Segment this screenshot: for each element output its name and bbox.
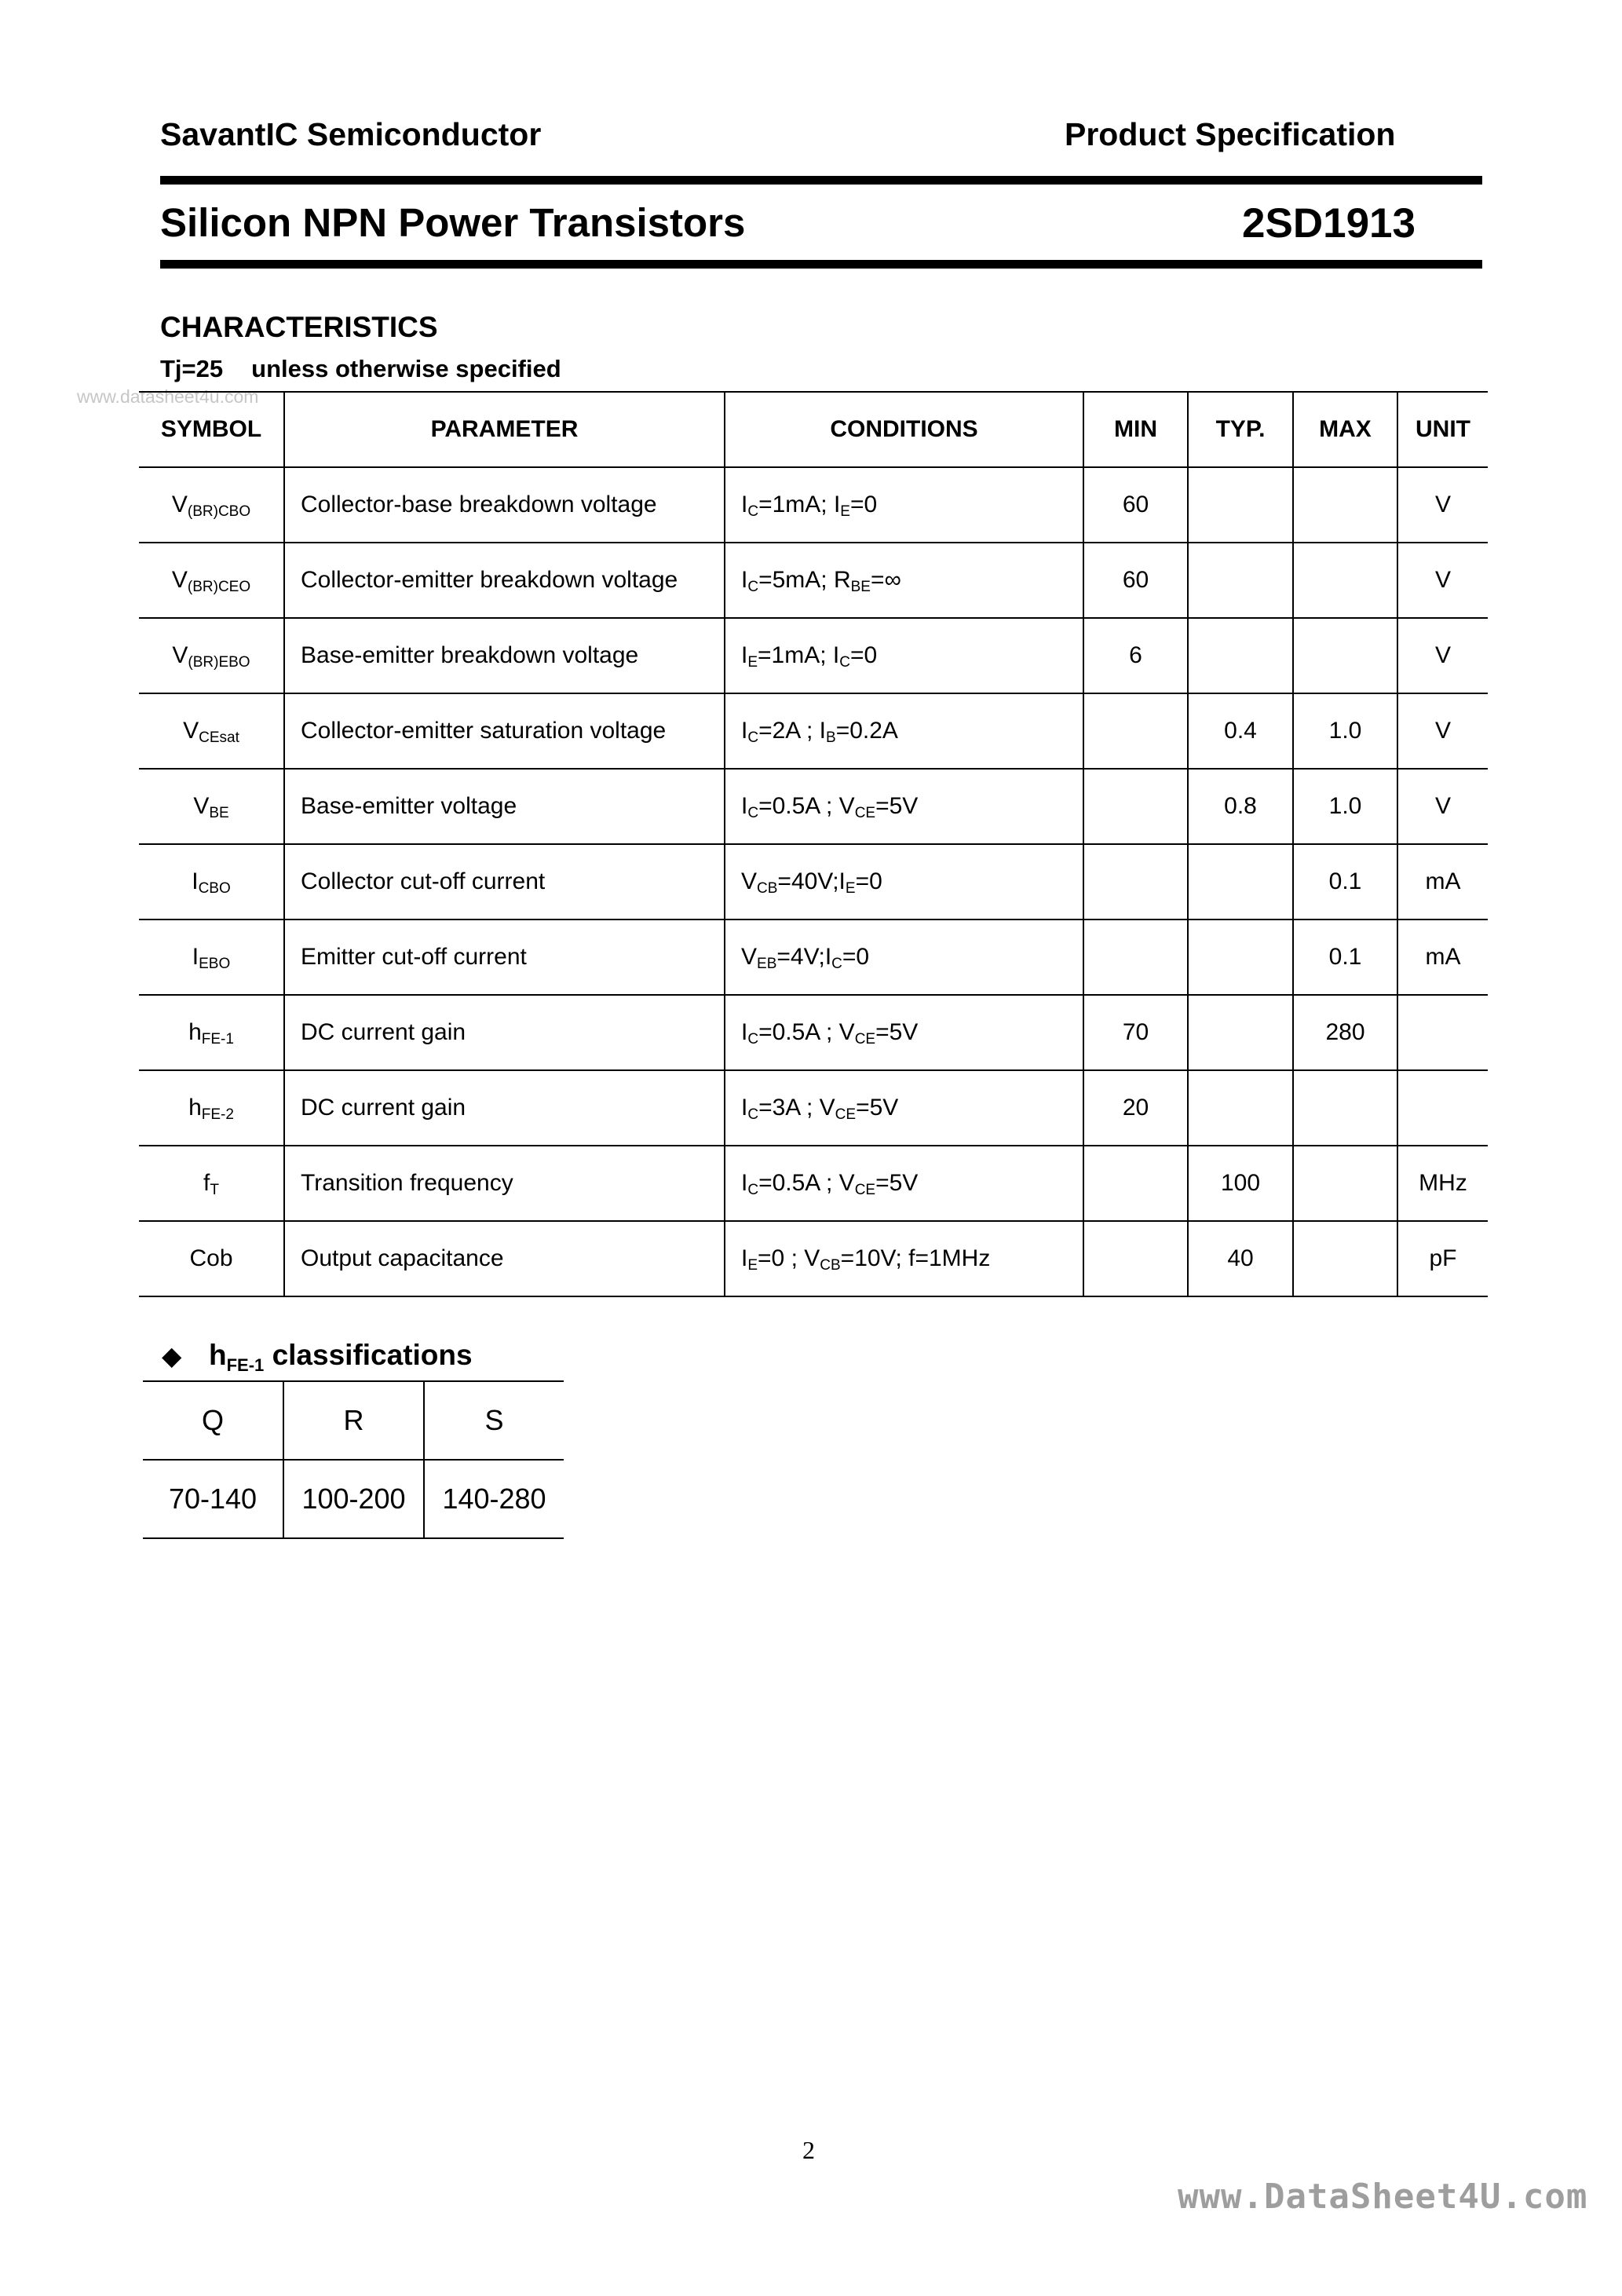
symbol-cell [139, 919, 284, 995]
symbol-subscript: BE [209, 805, 229, 821]
typ-cell [1188, 543, 1293, 618]
symbol-cell [139, 618, 284, 693]
class-range: 70-140 [143, 1460, 283, 1538]
unit-cell: V [1397, 543, 1488, 618]
symbol-subscript: CEsat [199, 729, 239, 746]
condition-symbol: I [832, 642, 840, 668]
max-cell: 1.0 [1293, 693, 1397, 769]
condition-subscript: CB [757, 880, 778, 897]
footer-watermark: www.DataSheet4U.com [1178, 2177, 1588, 2217]
condition-symbol: I [741, 642, 748, 668]
condition-symbol: V [838, 793, 855, 819]
table-row [139, 769, 1488, 844]
symbol-main: V [183, 718, 199, 744]
condition-symbol: I [824, 944, 832, 970]
condition-subscript: C [747, 729, 759, 746]
min-cell [1083, 1146, 1188, 1221]
max-cell [1293, 1221, 1397, 1296]
condition-value: =0 ; [758, 1245, 805, 1271]
condition-subscript: E [840, 503, 850, 520]
table-row [139, 995, 1488, 1070]
typ-cell [1188, 467, 1293, 543]
conditions-cell [725, 1221, 1083, 1296]
max-cell [1293, 467, 1397, 543]
parameter-cell: Collector-emitter saturation voltage [284, 693, 725, 769]
condition-symbol: I [741, 793, 748, 819]
condition-symbol: V [838, 1170, 855, 1196]
symbol-cell [139, 1070, 284, 1146]
condition-subscript: C [747, 1031, 759, 1047]
min-cell [1083, 769, 1188, 844]
condition-subscript: C [831, 956, 842, 972]
parameter-cell: Collector-emitter breakdown voltage [284, 543, 725, 618]
characteristics-table [139, 391, 1488, 1297]
condition-symbol: I [741, 1245, 748, 1271]
condition-symbol: I [741, 718, 748, 744]
condition-value: =0.2A [835, 718, 898, 744]
class-label: R [283, 1381, 424, 1460]
parameter-cell: Emitter cut-off current [284, 919, 725, 995]
condition-symbol: I [838, 868, 846, 894]
typ-cell [1188, 919, 1293, 995]
condition-value: =0 [849, 492, 878, 517]
condition-symbol: I [741, 1095, 748, 1121]
table-row [139, 1221, 1488, 1296]
max-cell: 0.1 [1293, 919, 1397, 995]
condition-value: =0 [855, 868, 882, 894]
spec-type-label: Product Specification [1065, 116, 1396, 152]
header-rule-bottom [160, 260, 1482, 269]
condition-subscript: C [747, 805, 759, 821]
condition-value: =1mA; [758, 492, 834, 517]
min-cell: 6 [1083, 618, 1188, 693]
company-name: SavantIC Semiconductor [160, 116, 542, 152]
unit-cell: pF [1397, 1221, 1488, 1296]
condition-subscript: E [845, 880, 856, 897]
condition-subscript: CE [854, 1182, 876, 1198]
condition-value: =1mA; [758, 642, 833, 668]
header-rule-top [160, 176, 1482, 185]
symbol-subscript: FE-2 [201, 1106, 234, 1123]
conditions-cell [725, 467, 1083, 543]
classification-table [143, 1380, 564, 1539]
condition-value: =10V; f=1MHz [840, 1245, 991, 1271]
classification-label-row [143, 1381, 564, 1460]
class-range: 140-280 [424, 1460, 564, 1538]
column-header: MIN [1083, 392, 1188, 467]
unit-cell: V [1397, 467, 1488, 543]
table-row [139, 844, 1488, 919]
condition-value: =40V; [777, 868, 839, 894]
condition-symbol: V [741, 944, 758, 970]
condition-symbol: I [741, 492, 748, 517]
max-cell [1293, 1146, 1397, 1221]
condition-value: =4V; [776, 944, 825, 970]
min-cell: 70 [1083, 995, 1188, 1070]
unit-cell [1397, 1070, 1488, 1146]
classifications-title [162, 1339, 473, 1375]
unit-cell: MHz [1397, 1146, 1488, 1221]
column-header: MAX [1293, 392, 1397, 467]
min-cell: 20 [1083, 1070, 1188, 1146]
parameter-cell: DC current gain [284, 995, 725, 1070]
table-row [139, 618, 1488, 693]
table-row [139, 693, 1488, 769]
condition-value: =2A ; [758, 718, 820, 744]
class-range: 100-200 [283, 1460, 424, 1538]
min-cell [1083, 1221, 1188, 1296]
min-cell: 60 [1083, 543, 1188, 618]
condition-value: =∞ [870, 567, 901, 593]
symbol-subscript: (BR)CBO [187, 503, 251, 520]
condition-symbol: I [741, 1019, 748, 1045]
column-header: CONDITIONS [725, 392, 1083, 467]
min-cell [1083, 693, 1188, 769]
diamond-bullet-icon: ◆ [162, 1341, 182, 1370]
condition-subscript: E [747, 1257, 758, 1274]
typ-cell: 0.8 [1188, 769, 1293, 844]
condition-subscript: C [747, 1106, 759, 1123]
symbol-cell [139, 995, 284, 1070]
table-row [139, 1070, 1488, 1146]
max-cell: 280 [1293, 995, 1397, 1070]
condition-value: =3A ; [758, 1095, 820, 1121]
condition-subscript: CB [820, 1257, 841, 1274]
classification-range-row [143, 1460, 564, 1538]
condition-subscript: EB [757, 956, 777, 972]
class-title-rest: classifications [264, 1339, 473, 1371]
conditions-cell [725, 693, 1083, 769]
parameter-cell: Base-emitter breakdown voltage [284, 618, 725, 693]
condition-symbol: I [819, 718, 826, 744]
symbol-cell [139, 543, 284, 618]
symbol-main: I [192, 944, 199, 970]
conditions-cell [725, 618, 1083, 693]
symbol-cell [139, 844, 284, 919]
class-title-symbol: h [209, 1339, 227, 1371]
max-cell [1293, 618, 1397, 693]
condition-suffix: unless otherwise specified [251, 355, 561, 382]
class-title-sub: FE-1 [226, 1355, 265, 1375]
typ-cell: 40 [1188, 1221, 1293, 1296]
typ-cell [1188, 618, 1293, 693]
unit-cell: mA [1397, 844, 1488, 919]
symbol-cell [139, 1221, 284, 1296]
condition-symbol: I [741, 567, 748, 593]
parameter-cell: Output capacitance [284, 1221, 725, 1296]
min-cell: 60 [1083, 467, 1188, 543]
condition-value: =5V [875, 793, 919, 819]
table-row [139, 467, 1488, 543]
section-title: CHARACTERISTICS [160, 311, 438, 343]
condition-subscript: E [747, 654, 758, 671]
symbol-main: V [172, 642, 188, 668]
symbol-main: V [193, 793, 210, 819]
max-cell: 1.0 [1293, 769, 1397, 844]
condition-value: =5V [875, 1170, 919, 1196]
conditions-cell [725, 995, 1083, 1070]
condition-subscript: CE [854, 805, 876, 821]
typ-cell: 0.4 [1188, 693, 1293, 769]
condition-value: =5mA; [758, 567, 834, 593]
condition-symbol: R [833, 567, 851, 593]
condition-subscript: BE [850, 579, 871, 595]
unit-cell: mA [1397, 919, 1488, 995]
condition-value: =0 [849, 642, 878, 668]
column-header: UNIT [1397, 392, 1488, 467]
condition-subscript: CE [835, 1106, 857, 1123]
max-cell [1293, 1070, 1397, 1146]
parameter-cell: Base-emitter voltage [284, 769, 725, 844]
conditions-cell [725, 1146, 1083, 1221]
unit-cell: V [1397, 769, 1488, 844]
min-cell [1083, 844, 1188, 919]
table-row [139, 919, 1488, 995]
symbol-subscript: (BR)EBO [188, 654, 250, 671]
condition-value: =5V [856, 1095, 899, 1121]
class-label: Q [143, 1381, 283, 1460]
condition-value: =0 [842, 944, 870, 970]
condition-symbol: I [833, 492, 841, 517]
unit-cell [1397, 995, 1488, 1070]
table-row [139, 1146, 1488, 1221]
symbol-subscript: CBO [198, 880, 231, 897]
condition-subscript: C [839, 654, 850, 671]
product-title: Silicon NPN Power Transistors [160, 200, 746, 245]
parameter-cell: DC current gain [284, 1070, 725, 1146]
parameter-cell: Collector cut-off current [284, 844, 725, 919]
symbol-subscript: (BR)CEO [187, 579, 251, 595]
condition-subscript: C [747, 1182, 759, 1198]
condition-symbol: V [819, 1095, 835, 1121]
symbol-cell [139, 467, 284, 543]
symbol-main: V [171, 492, 188, 517]
conditions-cell [725, 844, 1083, 919]
max-cell: 0.1 [1293, 844, 1397, 919]
condition-note [160, 355, 561, 383]
condition-symbol: I [741, 1170, 748, 1196]
table-row [139, 543, 1488, 618]
table-header-row [139, 392, 1488, 467]
page-number: 2 [802, 2136, 815, 2164]
watermark-small: www.datasheet4u.com [77, 386, 259, 407]
typ-cell [1188, 844, 1293, 919]
symbol-main: h [188, 1095, 202, 1121]
symbol-main: I [192, 868, 199, 894]
condition-subscript: C [747, 503, 759, 520]
max-cell [1293, 543, 1397, 618]
conditions-cell [725, 1070, 1083, 1146]
symbol-main: Cob [189, 1245, 233, 1271]
parameter-cell: Transition frequency [284, 1146, 725, 1221]
unit-cell: V [1397, 618, 1488, 693]
condition-symbol: V [838, 1019, 855, 1045]
condition-value: =0.5A ; [758, 793, 839, 819]
condition-symbol: V [804, 1245, 820, 1271]
condition-subscript: CE [854, 1031, 876, 1047]
symbol-subscript: T [210, 1182, 219, 1198]
unit-cell: V [1397, 693, 1488, 769]
column-header: TYP. [1188, 392, 1293, 467]
symbol-subscript: EBO [199, 956, 231, 972]
conditions-cell [725, 769, 1083, 844]
symbol-main: f [203, 1170, 210, 1196]
symbol-cell [139, 1146, 284, 1221]
condition-symbol: V [741, 868, 758, 894]
symbol-main: V [171, 567, 188, 593]
condition-value: =0.5A ; [758, 1019, 839, 1045]
condition-subscript: B [826, 729, 836, 746]
conditions-cell [725, 543, 1083, 618]
typ-cell [1188, 1070, 1293, 1146]
symbol-subscript: FE-1 [201, 1031, 234, 1047]
symbol-cell [139, 693, 284, 769]
typ-cell [1188, 995, 1293, 1070]
condition-subscript: C [747, 579, 759, 595]
symbol-cell [139, 769, 284, 844]
min-cell [1083, 919, 1188, 995]
condition-value: =0.5A ; [758, 1170, 839, 1196]
condition-value: =5V [875, 1019, 919, 1045]
typ-cell: 100 [1188, 1146, 1293, 1221]
parameter-cell: Collector-base breakdown voltage [284, 467, 725, 543]
class-label: S [424, 1381, 564, 1460]
column-header: SYMBOL [139, 392, 284, 467]
condition-prefix: Tj=25 [160, 355, 224, 382]
symbol-main: h [188, 1019, 202, 1045]
column-header: PARAMETER [284, 392, 725, 467]
part-number: 2SD1913 [1242, 200, 1416, 247]
conditions-cell [725, 919, 1083, 995]
